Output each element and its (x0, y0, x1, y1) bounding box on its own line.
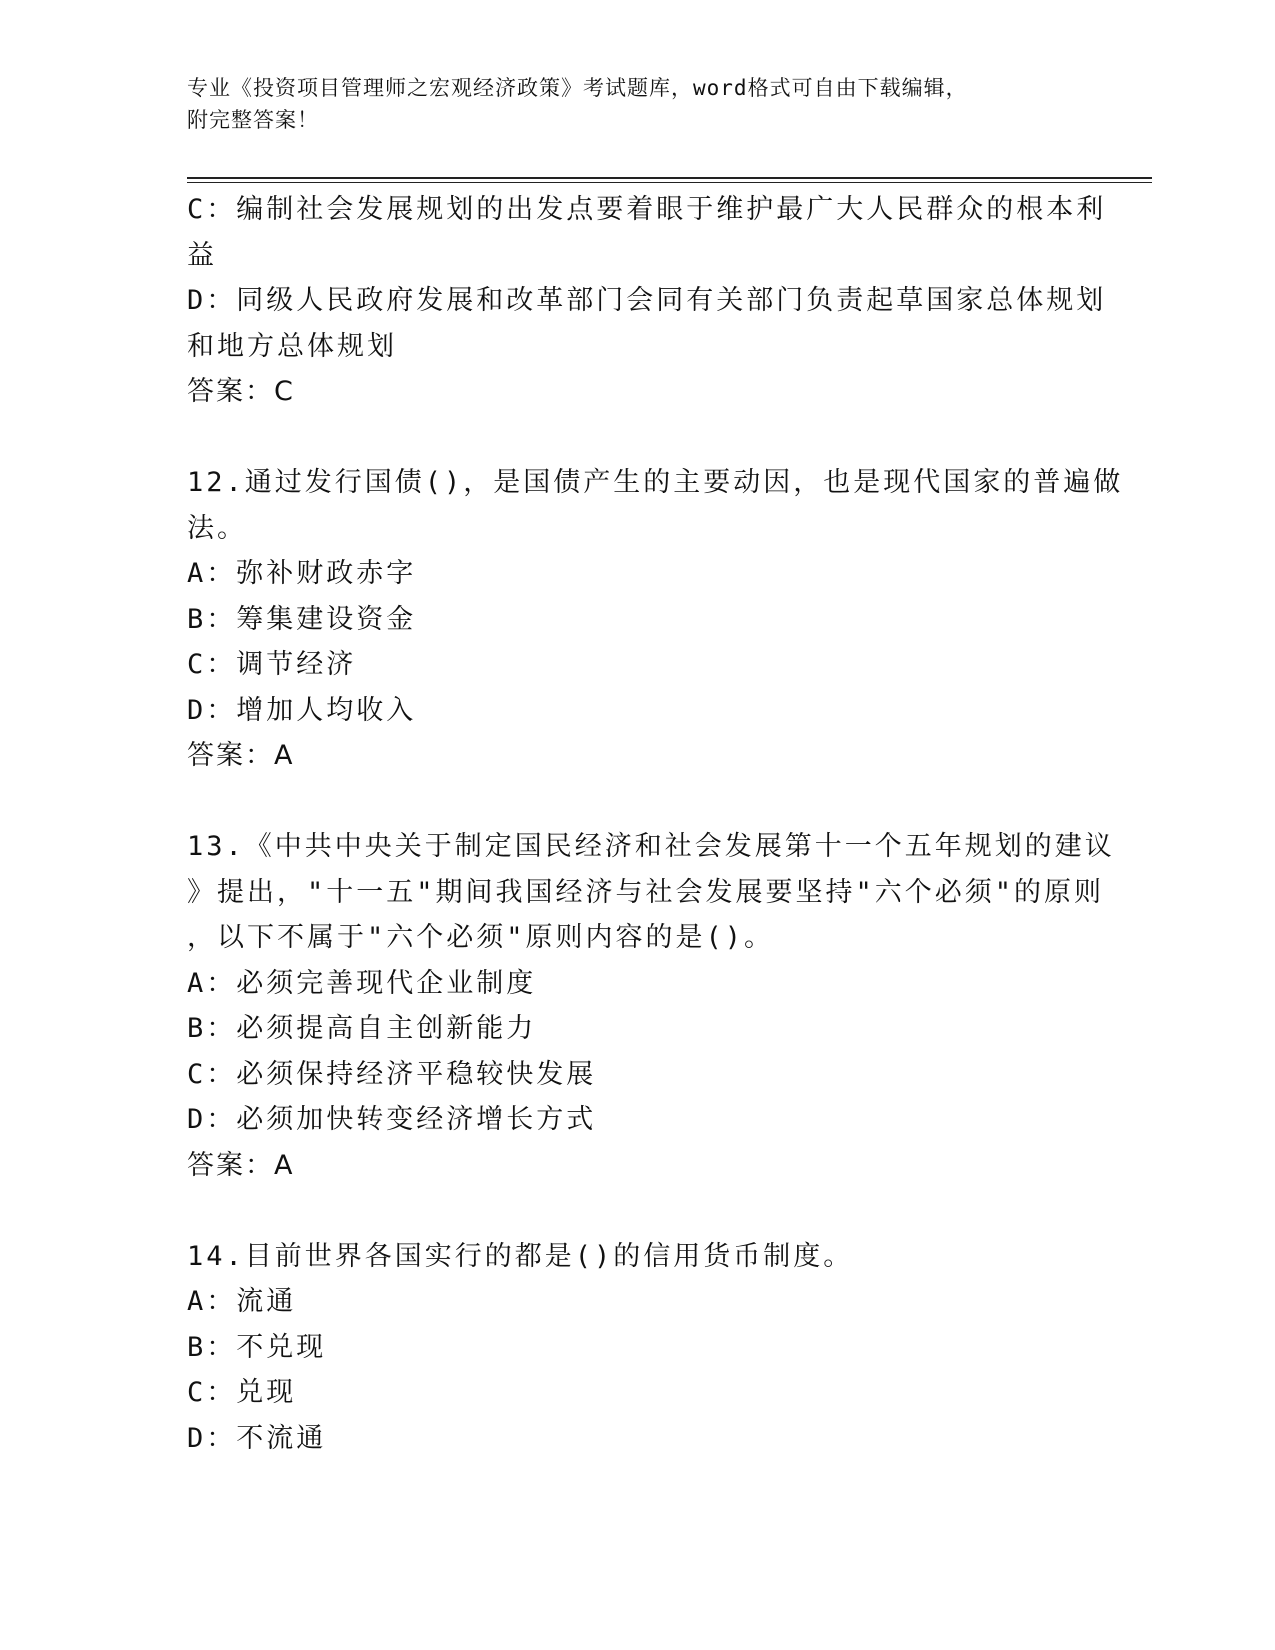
question-text-line-3: ，以下不属于"六个必须"原则内容的是()。 (187, 922, 775, 953)
option-d: D：必须加快转变经济增长方式 (187, 1104, 597, 1135)
question-block-12 (187, 460, 1124, 779)
answer-label: 答案：C (187, 376, 295, 407)
answer-label: 答案：A (187, 740, 295, 771)
option-a: A：必须完善现代企业制度 (187, 967, 537, 999)
option-b: B：必须提高自主创新能力 (187, 1013, 537, 1044)
question-text-line-2: 》提出，"十一五"期间我国经济与社会发展要坚持"六个必须"的原则 (187, 876, 1105, 908)
option-c-line-1: C：编制社会发展规划的出发点要着眼于维护最广大人民群众的根本利 (187, 194, 1107, 225)
question-text-line-1: 14.目前世界各国实行的都是()的信用货币制度。 (187, 1240, 854, 1272)
question-list (187, 187, 1124, 1461)
spacer (187, 779, 1077, 825)
option-d-line-1: D：同级人民政府发展和改革部门会同有关部门负责起草国家总体规划 (187, 285, 1107, 316)
question-block-13 (187, 824, 1115, 1188)
answer-label: 答案：A (187, 1149, 295, 1181)
option-c-line-2: 益 (187, 239, 217, 271)
question-text-line-1: 13.《中共中央关于制定国民经济和社会发展第十一个五年规划的建议 (187, 831, 1115, 862)
document-header (187, 72, 1067, 136)
option-a: A：流通 (187, 1286, 297, 1317)
option-d: D：增加人均收入 (187, 694, 417, 726)
option-c: C：调节经济 (187, 649, 357, 680)
header-line-1: 专业《投资项目管理师之宏观经济政策》考试题库，word格式可自由下载编辑， (187, 76, 968, 100)
spacer (187, 415, 1077, 461)
option-a: A：弥补财政赤字 (187, 558, 417, 589)
option-c: C：必须保持经济平稳较快发展 (187, 1058, 597, 1090)
header-divider-thick (187, 177, 1152, 179)
option-b: B：筹集建设资金 (187, 603, 417, 635)
spacer (187, 1188, 1077, 1234)
option-b: B：不兑现 (187, 1331, 327, 1363)
question-block-11 (187, 187, 1107, 415)
option-d-line-2: 和地方总体规划 (187, 330, 397, 362)
question-block-14 (187, 1234, 1077, 1462)
option-c: C：兑现 (187, 1377, 297, 1408)
question-text-line-1: 12.通过发行国债()，是国债产生的主要动因，也是现代国家的普遍做 (187, 467, 1124, 498)
question-text-line-2: 法。 (187, 512, 247, 544)
option-d: D：不流通 (187, 1422, 327, 1454)
header-divider-thin (187, 182, 1152, 183)
header-line-2: 附完整答案！ (187, 108, 319, 132)
